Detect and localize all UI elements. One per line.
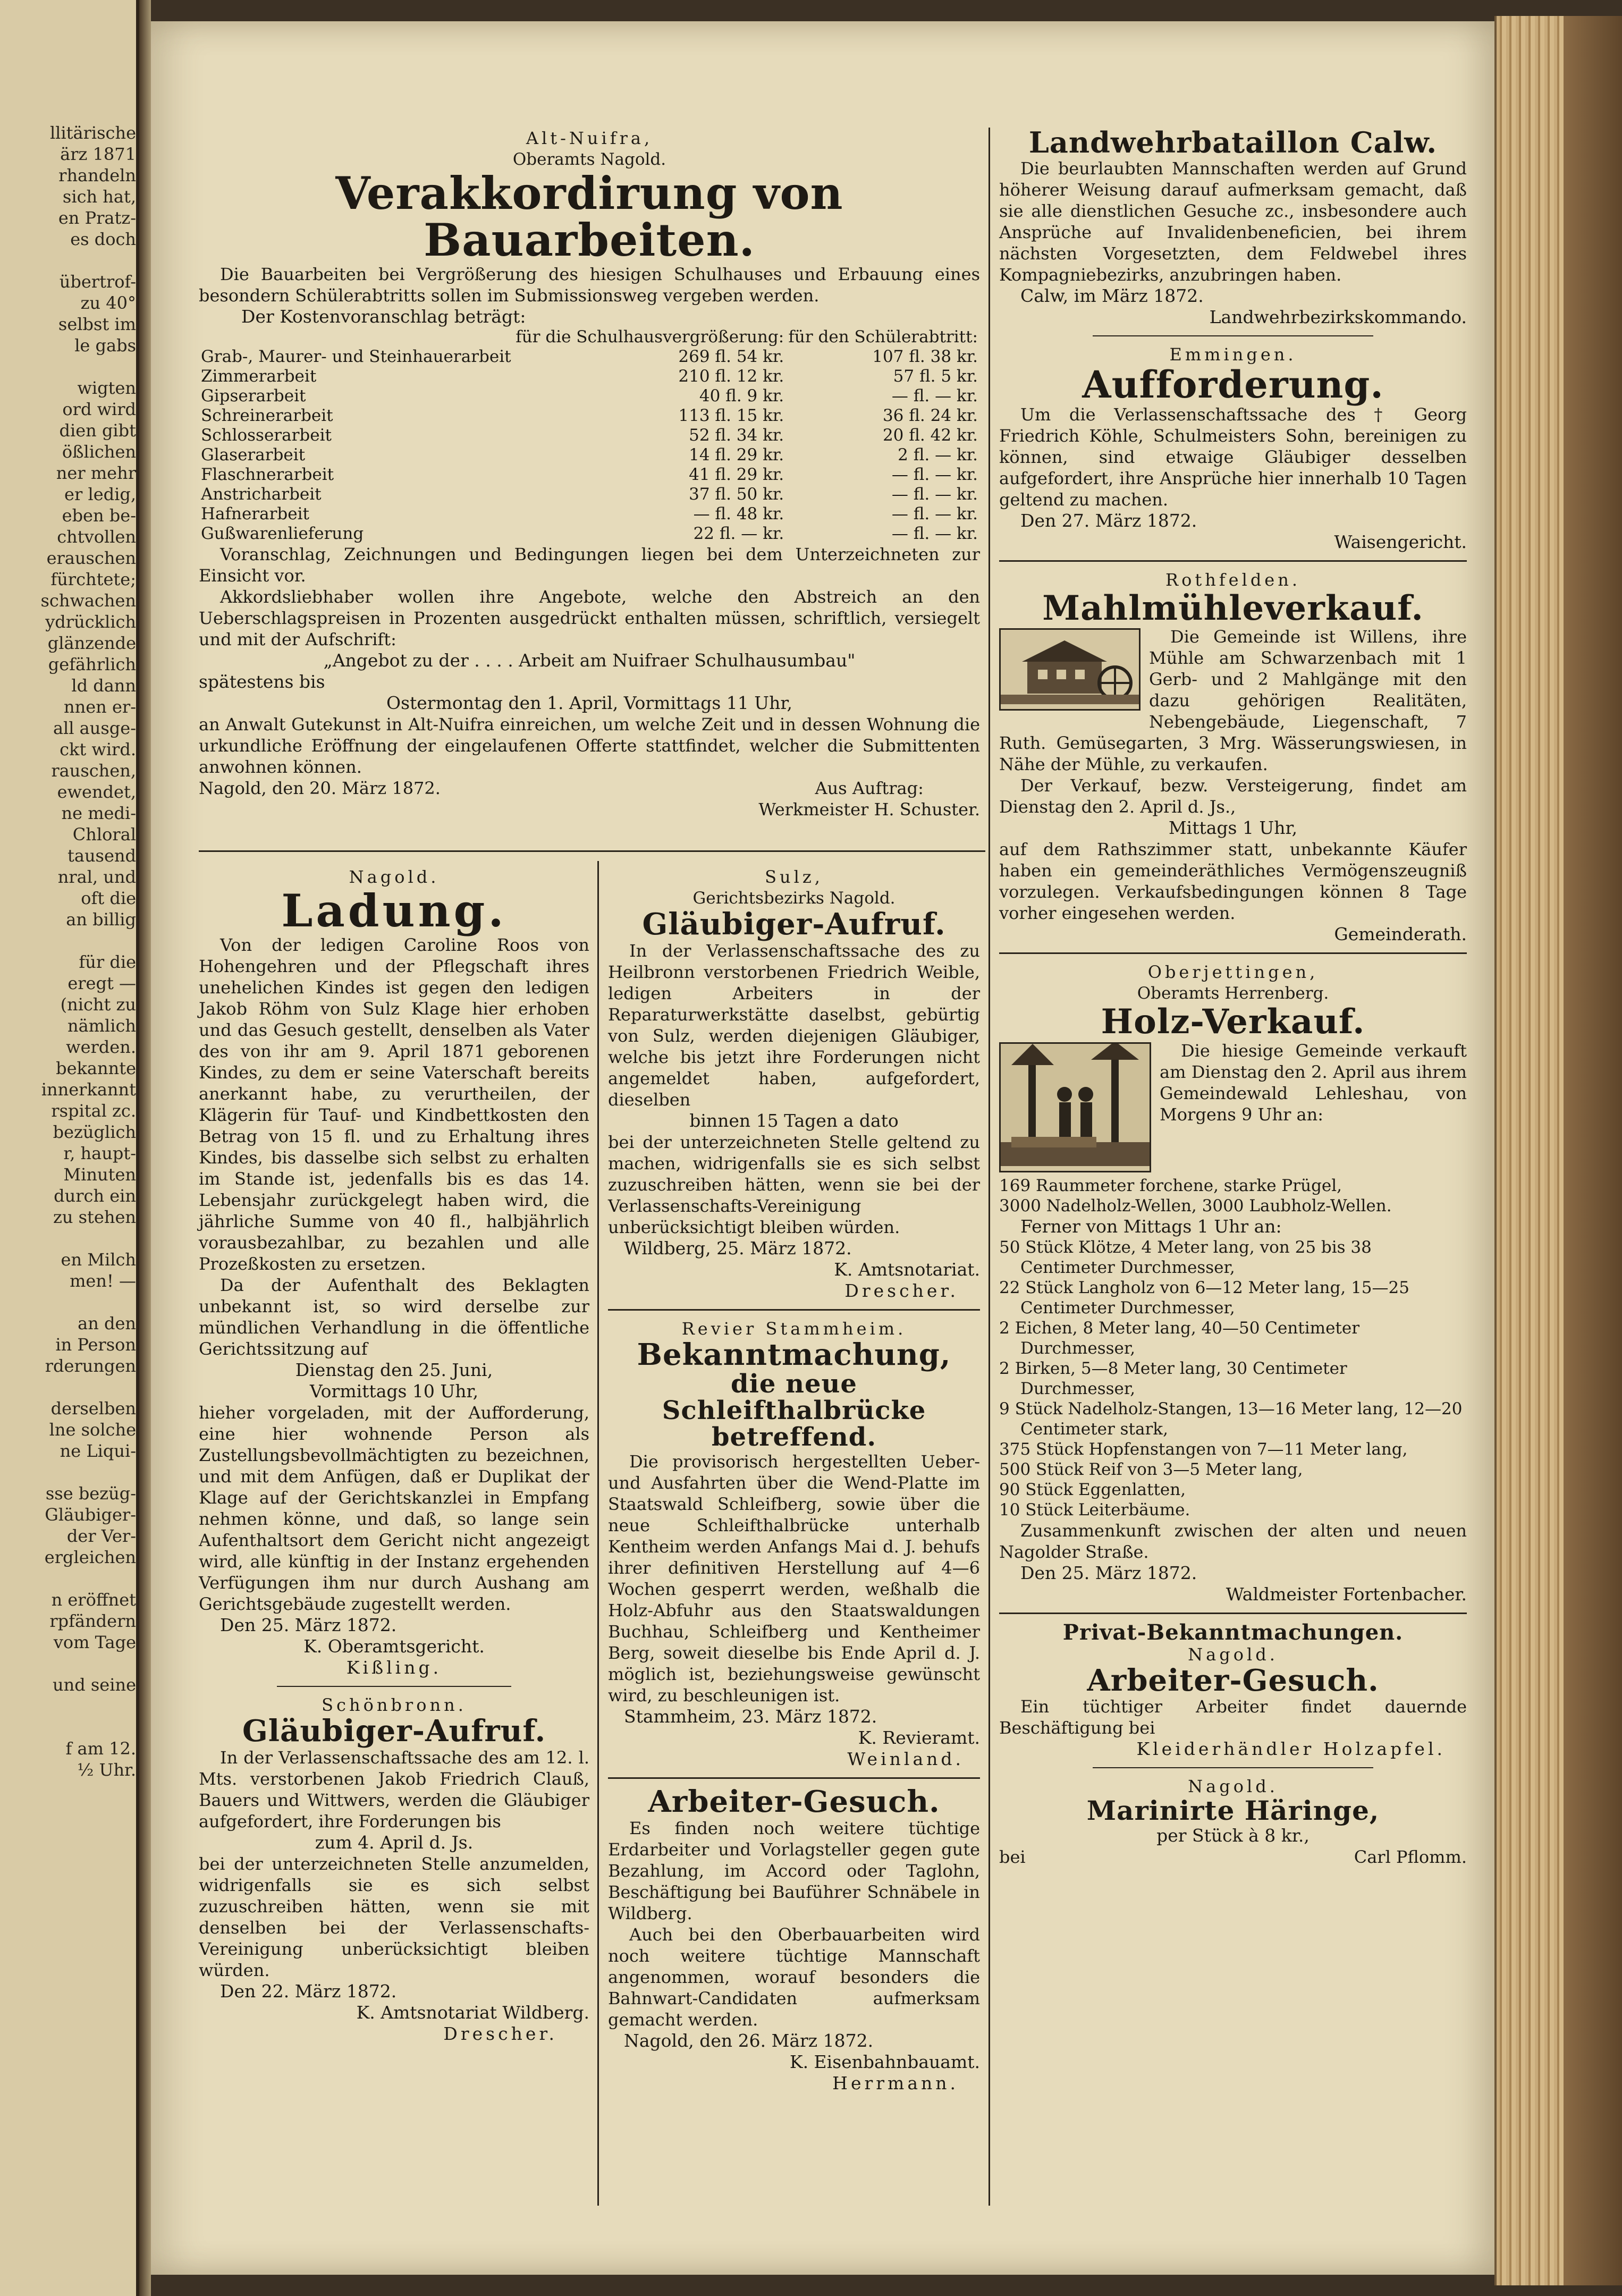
fragment-line bbox=[3, 1228, 136, 1249]
fragment-line: ärz 1871 bbox=[60, 144, 136, 164]
ad-body: Die hiesige Gemeinde verkauft am Dienstag den 2. April aus ihrem Gemeindewald Lehleshau, von Morgens 9 Uhr an: bbox=[1160, 1040, 1467, 1125]
fragment-line: bezüglich bbox=[53, 1122, 136, 1142]
ad-body: Zusammenkunft zwischen der alten und neuen Nagolder Straße. bbox=[999, 1520, 1467, 1562]
previous-page-text bbox=[3, 122, 136, 1780]
ad-subplace: Gerichtsbezirks Nagold. bbox=[692, 889, 896, 908]
ad-divider bbox=[999, 952, 1467, 954]
fragment-line: zu stehen bbox=[53, 1207, 136, 1227]
fragment-line: rpfändern bbox=[49, 1611, 136, 1631]
ad-para: Voranschlag, Zeichnungen und Bedingungen liegen bei dem Unterzeichneten zur Einsicht vor. bbox=[199, 544, 980, 586]
ad-divider bbox=[608, 1309, 980, 1311]
ad-divider bbox=[1093, 1767, 1373, 1768]
fragment-line: eben be- bbox=[62, 505, 136, 526]
ad-signature: Landwehrbezirkskommando. bbox=[1209, 306, 1467, 327]
ad-sulz bbox=[608, 866, 980, 1302]
fragment-line: für die bbox=[79, 952, 136, 972]
fragment-line: ewendet, bbox=[57, 782, 136, 802]
cost-latrine: 2 fl. — kr. bbox=[898, 445, 978, 465]
ad-date: Den 22. März 1872. bbox=[220, 1980, 397, 2002]
fragment-line: en Pratz- bbox=[58, 208, 136, 228]
fragment-line: ergleichen bbox=[44, 1547, 136, 1567]
cost-row bbox=[199, 445, 980, 465]
fragment-line: rspital zc. bbox=[51, 1101, 136, 1121]
ad-date: Nagold, den 20. März 1872. bbox=[199, 778, 441, 799]
fragment-line: Chloral bbox=[72, 824, 136, 845]
fragment-line: eregt — bbox=[67, 973, 136, 993]
fragment-line: übertrof- bbox=[59, 272, 136, 292]
ad-body: Der Verkauf, bezw. Versteigerung, findet am Dienstag den 2. April d. Js., bbox=[999, 775, 1467, 817]
fragment-line: nnen er- bbox=[64, 697, 136, 717]
ad-deadline: Ostermontag den 1. April, Vormittags 11 Uhr, bbox=[386, 693, 792, 714]
fragment-line: werden. bbox=[66, 1037, 136, 1057]
cost-row bbox=[199, 524, 980, 544]
cost-latrine: — fl. — kr. bbox=[891, 524, 978, 544]
ad-stammheim bbox=[608, 1318, 980, 1770]
fragment-line: glänzende bbox=[47, 633, 136, 653]
fragment-line: sich hat, bbox=[62, 187, 136, 207]
ad-emmingen bbox=[999, 344, 1467, 553]
cost-table bbox=[199, 327, 980, 544]
wood-item: 3000 Nadelholz-Wellen, 3000 Laubholz-Wellen. bbox=[999, 1196, 1392, 1215]
ad-body: hieher vorgeladen, mit der Aufforderung, eine hier wohnende Person als Zustellungsbevollmächtigten zu bezeichnen, und mit dem Anfügen, daß er Duplikat der Klage auf der Gerichtskanzlei in Empfang nehmen könne, und daß, so lange sein Aufenthaltsort dem Gericht nicht angezeigt wird, alle künftig in der Instanz ergehenden Verfügungen ihm nur durch Aushang am Gerichtsgebäude zugestellt werden. bbox=[199, 1403, 589, 1615]
ad-body: Es finden noch weitere tüchtige Erdarbeiter und Vorlagsteller gegen gute Bezahlung, im Accord oder Taglohn, Beschäftigung bei Bauführer Schnäbele in Wildberg. bbox=[608, 1818, 980, 1923]
cost-row bbox=[199, 426, 980, 445]
ad-time-line: Mittags 1 Uhr, bbox=[1168, 817, 1298, 839]
wood-item: 90 Stück Eggenlatten, bbox=[999, 1480, 1186, 1499]
fragment-line bbox=[3, 1717, 136, 1738]
fragment-line: lne solche bbox=[49, 1420, 136, 1440]
cost-latrine: — fl. — kr. bbox=[891, 386, 978, 406]
cost-schoolhouse: 37 fl. 50 kr. bbox=[689, 485, 784, 504]
cost-item: Gußwarenlieferung bbox=[201, 524, 364, 544]
ad-altnuifra bbox=[199, 128, 980, 820]
column-3 bbox=[999, 125, 1467, 1875]
cost-latrine: — fl. — kr. bbox=[891, 504, 978, 524]
ad-arbeiter-gesuch-bahn bbox=[608, 1786, 980, 2094]
wood-item: 500 Stück Reif von 3—5 Meter lang, bbox=[999, 1459, 1303, 1479]
wood-item: 50 Stück Klötze, 4 Meter lang, von 25 bis 38 Centimeter Durchmesser, bbox=[999, 1237, 1372, 1277]
cost-item: Schlosserarbeit bbox=[201, 426, 332, 445]
wood-list-afternoon bbox=[999, 1237, 1467, 1520]
ad-body: bei der unterzeichneten Stelle geltend zu machen, widrigenfalls sie es sich selbst zuzuschreiben hätten, wenn sie bei der Verlassenschafts-Vereinigung unberücksichtigt bleiben würden. bbox=[608, 1132, 980, 1237]
ad-place: Nagold. bbox=[1188, 1644, 1278, 1665]
fragment-line bbox=[3, 1462, 136, 1483]
ad-title: Gläubiger-Aufruf. bbox=[242, 1713, 546, 1749]
ad-title-line: betreffend. bbox=[711, 1422, 877, 1453]
col-head-schoolhouse: für die Schulhausvergrößerung: bbox=[516, 327, 784, 347]
wood-item: 10 Stück Leiterbäume. bbox=[999, 1500, 1190, 1520]
ad-divider bbox=[608, 1777, 980, 1779]
fragment-line bbox=[3, 1653, 136, 1674]
ad-ladung bbox=[199, 866, 589, 1678]
ad-signature: Gemeinderath. bbox=[1334, 924, 1467, 945]
ad-title: Aufforderung. bbox=[1082, 362, 1384, 407]
fragment-line: gefährlich bbox=[48, 654, 136, 674]
ad-place: Nagold. bbox=[1188, 1776, 1278, 1797]
ad-body: Auch bei den Oberbauarbeiten wird noch weitere tüchtige Mannschaft angenommen, worauf besonders die Bahnwart-Candidaten aufmerksam gemacht werden. bbox=[608, 1924, 980, 2030]
fragment-line: n eröffnet bbox=[51, 1590, 136, 1610]
column-rule bbox=[597, 861, 599, 2206]
fragment-line: dien gibt bbox=[59, 420, 136, 441]
ad-body: auf dem Rathszimmer statt, unbekannte Käufer haben ein gemeinderäthliches Vermögenszeugniß vorzulegen. Verkaufsbedingungen können 8 Tage vorher eingesehen werden. bbox=[999, 839, 1467, 924]
ad-title: Arbeiter-Gesuch. bbox=[1087, 1662, 1379, 1698]
cost-schoolhouse: 52 fl. 34 kr. bbox=[689, 426, 784, 445]
ad-subplace: Oberamts Nagold. bbox=[512, 150, 666, 169]
ad-date: Den 25. März 1872. bbox=[220, 1615, 397, 1636]
fragment-line: er ledig, bbox=[64, 484, 136, 504]
cost-item: Anstricharbeit bbox=[201, 485, 322, 504]
ad-body: bei der unterzeichneten Stelle anzumelden, widrigenfalls sie es sich selbst zuzuschreiben hätten, wenn sie mit denselben bei der Verlassenschafts-Vereinigung unberücksichtigt bleiben würden. bbox=[199, 1853, 589, 1980]
fragment-line: le gabs bbox=[74, 335, 136, 356]
mill-icon bbox=[1001, 630, 1139, 704]
ad-place: Oberjettingen, bbox=[1147, 962, 1319, 983]
fragment-line: in Person bbox=[55, 1335, 136, 1355]
column-1-lower bbox=[199, 866, 589, 2052]
cost-schoolhouse: 210 fl. 12 kr. bbox=[678, 367, 784, 386]
ad-date: Calw, im März 1872. bbox=[1020, 285, 1204, 306]
fragment-line: men! — bbox=[70, 1271, 136, 1291]
fragment-line: rauschen, bbox=[51, 761, 136, 781]
cost-latrine: 57 fl. 5 kr. bbox=[893, 367, 978, 386]
fragment-line: der Ver- bbox=[66, 1526, 136, 1546]
book-gutter bbox=[139, 0, 151, 2296]
fragment-line bbox=[3, 1292, 136, 1313]
ad-date-line: Dienstag den 25. Juni, bbox=[295, 1360, 493, 1381]
cost-item: Zimmerarbeit bbox=[201, 367, 317, 386]
fragment-line: und seine bbox=[52, 1675, 136, 1695]
ad-body: In der Verlassenschaftssache des am 12. l. Mts. verstorbenen Jakob Friedrich Clauß, Bauers und Wittwers, werden die Gläubiger aufgefordert, ihre Forderungen bis bbox=[199, 1747, 589, 1831]
ad-date: Stammheim, 23. März 1872. bbox=[624, 1706, 877, 1727]
ad-signature: K. Amtsnotariat Wildberg. bbox=[356, 2002, 589, 2023]
fragment-line: r, haupt- bbox=[63, 1143, 136, 1163]
cost-latrine: 107 fl. 38 kr. bbox=[872, 347, 978, 367]
fragment-line: Minuten bbox=[63, 1164, 136, 1185]
fragment-line: ld dann bbox=[71, 676, 136, 696]
cost-row bbox=[199, 406, 980, 426]
ad-quote: „Angebot zu der . . . . Arbeit am Nuifraer Schulhausumbau" bbox=[323, 650, 856, 671]
fragment-line: an den bbox=[78, 1313, 136, 1333]
ad-body: Die provisorisch hergestellten Ueber- und Ausfahrten über die Wend-Platte im Staatswald Schleifberg, sowie über die neue Schleifthalbrücke unterhalb Kentheim werden Anfangs Mai d. J. behufs ihrer definitiven Herstellung auf 4—6 Wochen gesperrt werden, weßhalb die Holz-Abfuhr aus den Staatswaldungen Buchhau, Schleifberg und Kentheimer Berg, soweit dieselbe bis Ende April d. J. möglich ist, beziehungsweise gewünscht wird, zu beschleunigen ist. bbox=[608, 1451, 980, 1706]
cost-schoolhouse: 14 fl. 29 kr. bbox=[689, 445, 784, 465]
fragment-line: chtvollen bbox=[57, 527, 136, 547]
ad-signature-row bbox=[999, 1846, 1467, 1868]
ad-signature: K. Revieramt. bbox=[858, 1727, 980, 1748]
wood-item: 2 Eichen, 8 Meter lang, 40—50 Centimeter Durchmesser, bbox=[999, 1318, 1360, 1358]
fragment-line bbox=[3, 1695, 136, 1717]
ad-afternoon-line: Ferner von Mittags 1 Uhr an: bbox=[1020, 1215, 1282, 1237]
cost-row bbox=[199, 386, 980, 406]
wood-list-morning bbox=[999, 1176, 1467, 1216]
fragment-line: ne medi- bbox=[61, 803, 136, 823]
ad-bei: bei bbox=[999, 1846, 1026, 1867]
ad-signature-name: Drescher. bbox=[443, 2023, 557, 2044]
fragment-line bbox=[3, 250, 136, 271]
cost-item: Glaserarbeit bbox=[201, 445, 306, 465]
ad-place: Emmingen. bbox=[1169, 344, 1297, 365]
ad-title: Holz-Verkauf. bbox=[1101, 1002, 1365, 1042]
ad-rothfelden bbox=[999, 569, 1467, 945]
section-rule bbox=[199, 850, 985, 852]
ad-divider bbox=[1093, 335, 1373, 336]
fragment-line: bekannte bbox=[56, 1058, 136, 1078]
cost-item: Flaschnerarbeit bbox=[201, 465, 334, 485]
wood-item: 169 Raummeter forchene, starke Prügel, bbox=[999, 1176, 1342, 1195]
cost-latrine: — fl. — kr. bbox=[891, 465, 978, 485]
ad-divider bbox=[277, 1686, 511, 1687]
cost-row bbox=[199, 347, 980, 367]
ad-body: Um die Verlassenschaftssache des † Georg Friedrich Köhle, Schulmeisters Sohn, bereinigen zu können, sind etwaige Gläubiger desselben aufgefordert, ihre Ansprüche hier innerhalb 10 Tagen geltend zu machen. bbox=[999, 404, 1467, 510]
fragment-line bbox=[3, 1377, 136, 1398]
ad-title: Verakkordirung von Bauarbeiten. bbox=[335, 167, 843, 267]
fragment-line bbox=[3, 356, 136, 377]
ad-signature-name: Kißling. bbox=[346, 1657, 442, 1678]
ad-body: Die Gemeinde ist Willens, ihre Mühle am Schwarzenbach mit 1 Gerb- und 2 Mahlgänge mit den dazu gehörigen Realitäten, Nebengebäude, Liegenschaft, 7 Ruth. Gemüsegarten, 3 Mrg. Wässerungswiesen, in Nähe der Mühle, zu verkaufen. bbox=[999, 627, 1467, 775]
ad-signature: Waldmeister Fortenbacher. bbox=[1226, 1583, 1467, 1605]
ad-date: Den 27. März 1872. bbox=[1020, 510, 1197, 531]
fragment-line: (nicht zu bbox=[60, 994, 136, 1015]
cost-schoolhouse: 113 fl. 15 kr. bbox=[678, 406, 784, 426]
ad-divider bbox=[999, 560, 1467, 562]
ad-title: Arbeiter-Gesuch. bbox=[648, 1784, 940, 1819]
cost-item: Grab-, Maurer- und Steinhauerarbeit bbox=[201, 347, 511, 367]
ad-subplace: Oberamts Herrenberg. bbox=[1137, 984, 1329, 1003]
fragment-line: tausend bbox=[67, 846, 136, 866]
wood-item: 9 Stück Nadelholz-Stangen, 13—16 Meter lang, 12—20 Centimeter stark, bbox=[999, 1399, 1463, 1439]
cost-latrine: 36 fl. 24 kr. bbox=[882, 406, 978, 426]
fragment-line: selbst im bbox=[58, 314, 136, 334]
fragment-line: ner mehr bbox=[56, 463, 136, 483]
woodcutters-engraving bbox=[999, 1042, 1151, 1172]
fragment-line: fürchtete; bbox=[50, 569, 136, 589]
wood-item: 375 Stück Hopfenstangen von 7—11 Meter lang, bbox=[999, 1439, 1408, 1459]
previous-page-fragment bbox=[0, 0, 139, 2296]
fragment-line: ößlichen bbox=[62, 442, 136, 462]
fragment-line bbox=[3, 930, 136, 951]
fragment-line: vom Tage bbox=[53, 1632, 136, 1652]
ad-calw bbox=[999, 125, 1467, 328]
fragment-line: schwachen bbox=[40, 590, 136, 611]
ad-deadline: binnen 15 Tagen a dato bbox=[689, 1110, 899, 1131]
ad-signature: K. Oberamtsgericht. bbox=[303, 1636, 485, 1657]
fragment-line: rderungen bbox=[45, 1356, 136, 1376]
ad-date: Den 25. März 1872. bbox=[1020, 1562, 1197, 1583]
ad-signature-name: Weinland. bbox=[847, 1748, 964, 1769]
fragment-line: an billig bbox=[66, 909, 136, 930]
fragment-line: erauschen bbox=[46, 548, 136, 568]
ad-signature: Kleiderhändler Holzapfel. bbox=[1136, 1738, 1446, 1760]
cost-row bbox=[199, 485, 980, 504]
cost-item: Schreinerarbeit bbox=[201, 406, 333, 426]
fragment-line: ord wird bbox=[62, 399, 136, 419]
fragment-line: ne Liqui- bbox=[60, 1441, 136, 1461]
fragment-line: derselben bbox=[50, 1398, 136, 1419]
ad-place: Rothfelden. bbox=[1165, 570, 1301, 590]
ad-body: Die beurlaubten Mannschaften werden auf Grund höherer Weisung darauf aufmerksam gemacht, daß sie alle dienstlichen Gesuche zc., insbesondere auch Ansprüche auf Invalidenbeneficien, bei ihrem nächsten Vorgesetzten, dem Feldwebel ihres Kompagniebezirks, anzubringen haben. bbox=[999, 158, 1467, 285]
forest-icon bbox=[1001, 1044, 1150, 1166]
cost-row bbox=[199, 465, 980, 485]
cost-schoolhouse: 40 fl. 9 kr. bbox=[699, 386, 784, 406]
fragment-line: rhandeln bbox=[58, 165, 136, 185]
ad-title-line: die neue Schleifthalbrücke bbox=[662, 1369, 926, 1425]
cost-item: Gipserarbeit bbox=[201, 386, 306, 406]
ad-title: Mahlmühleverkauf. bbox=[1042, 588, 1424, 629]
ad-oberjettingen bbox=[999, 961, 1467, 1605]
cost-schoolhouse: 41 fl. 29 kr. bbox=[689, 465, 784, 485]
ad-body: Ein tüchtiger Arbeiter findet dauernde Beschäftigung bei bbox=[999, 1696, 1467, 1738]
ad-signature-name: Herrmann. bbox=[832, 2072, 959, 2094]
fragment-line: f am 12. bbox=[65, 1738, 136, 1759]
wood-item: 2 Birken, 5—8 Meter lang, 30 Centimeter Durchmesser, bbox=[999, 1358, 1347, 1398]
ad-signature: Waisengericht. bbox=[1334, 531, 1467, 553]
fragment-line: ydrücklich bbox=[45, 612, 136, 632]
fragment-line: es doch bbox=[70, 229, 136, 249]
fragment-line bbox=[3, 1568, 136, 1589]
ad-price: per Stück à 8 kr., bbox=[1156, 1825, 1310, 1846]
cost-latrine: — fl. — kr. bbox=[891, 485, 978, 504]
column-2-lower bbox=[608, 866, 980, 2101]
ad-para: an Anwalt Gutekunst in Alt-Nuifra einreichen, um welche Zeit und in dessen Wohnung die urkundliche Eröffnung der eingelaufenen Offerte stattfindet, welcher die Submittenten anwohnen können. bbox=[199, 714, 980, 778]
col-head-latrine: für den Schülerabtritt: bbox=[788, 327, 978, 347]
ad-place: Nagold. bbox=[349, 867, 440, 887]
ad-divider bbox=[999, 1613, 1467, 1614]
fragment-line: nämlich bbox=[67, 1016, 136, 1036]
ad-signature: K. Eisenbahnbauamt. bbox=[789, 2051, 980, 2072]
ad-title: Marinirte Häringe, bbox=[1086, 1795, 1380, 1827]
cost-row bbox=[199, 367, 980, 386]
fragment-line: nral, und bbox=[57, 867, 136, 887]
column-rule bbox=[989, 128, 990, 2206]
ad-signature-name: Drescher. bbox=[844, 1280, 959, 1301]
fragment-line: oft die bbox=[81, 888, 136, 908]
ad-date: Wildberg, 25. März 1872. bbox=[624, 1237, 852, 1259]
fragment-line: zu 40° bbox=[80, 293, 136, 313]
ad-title: Landwehrbataillon Calw. bbox=[1028, 125, 1438, 159]
ad-signature-row bbox=[199, 778, 980, 820]
ad-title: Ladung. bbox=[281, 884, 507, 937]
ad-place: Sulz, bbox=[765, 867, 823, 887]
fragment-line: ½ Uhr. bbox=[77, 1760, 136, 1780]
private-announcements bbox=[999, 1619, 1467, 1868]
ad-para: spätestens bis bbox=[199, 671, 325, 693]
cost-latrine: 20 fl. 42 kr. bbox=[882, 426, 978, 445]
cost-schoolhouse: 269 fl. 54 kr. bbox=[678, 347, 784, 367]
ad-title: Bekanntmachung, bbox=[637, 1337, 951, 1372]
ad-signature: K. Amtsnotariat. bbox=[834, 1259, 980, 1280]
fragment-line: ckt wird. bbox=[60, 739, 136, 759]
estimate-label: Der Kostenvoranschlag beträgt: bbox=[241, 306, 526, 327]
ad-schoenbronn bbox=[199, 1694, 589, 2045]
mill-engraving bbox=[999, 628, 1141, 711]
fragment-line: innerkannt bbox=[41, 1079, 136, 1100]
ad-date: Nagold, den 26. März 1872. bbox=[624, 2030, 874, 2051]
ad-time-line: Vormittags 10 Uhr, bbox=[309, 1381, 479, 1402]
ad-place: Schönbronn. bbox=[322, 1695, 467, 1716]
ad-signature: Aus Auftrag: Werkmeister H. Schuster. bbox=[758, 778, 980, 820]
newspaper-page bbox=[151, 21, 1494, 2275]
cost-schoolhouse: — fl. 48 kr. bbox=[693, 504, 784, 524]
cost-item: Hafnerarbeit bbox=[201, 504, 309, 524]
wood-item: 22 Stück Langholz von 6—12 Meter lang, 15—25 Centimeter Durchmesser, bbox=[999, 1278, 1409, 1318]
ad-para: Akkordsliebhaber wollen ihre Angebote, welche den Abstreich an den Ueberschlagspreisen in Prozenten ausgedrückt enthalten müssen, schriftlich, versiegelt und mit der Aufschrift: bbox=[199, 587, 980, 650]
fragment-line: durch ein bbox=[54, 1186, 136, 1206]
ad-place: Revier Stammheim. bbox=[681, 1318, 907, 1339]
ad-signature: Carl Pflomm. bbox=[1354, 1846, 1467, 1867]
ad-body: Von der ledigen Caroline Roos von Hohengehren und der Pflegschaft ihres unehelichen Kindes ist gegen den ledigen Jakob Röhm von Sulz Klage hier erhoben und das Gesuch gestellt, denselben als Vater des von ihr am 9. April 1871 geborenen Kindes, zu dem er seine Vaterschaft bereits anerkannt habe, zu verurtheilen, der Klägerin für Tauf- und Kindbettkosten den Betrag von 15 fl. und zu Erhaltung ihres Kindes, bis dasselbe sich selbst zu erhalten im Stande ist, jedenfalls bis es das 14. Lebensjahr zurückgelegt haben wird, die jährliche Summe von 40 fl., halbjährlich vorausbezahlbar, zu bezahlen und alle Prozeßkosten zu ersetzen. bbox=[199, 935, 589, 1274]
section-header: Privat-Bekanntmachungen. bbox=[1062, 1619, 1404, 1645]
cost-schoolhouse: 22 fl. — kr. bbox=[693, 524, 784, 544]
book-page-edges bbox=[1494, 16, 1622, 2285]
ad-body: In der Verlassenschaftssache des zu Heilbronn verstorbenen Friedrich Weible, ledigen Arbeiters in der Reparaturwerkstätte daselbst, gebürtig von Sulz, werden diejenigen Gläubiger, welche bis jetzt ihre Forderungen nicht angemeldet haben, aufgefordert, dieselben bbox=[608, 940, 980, 1110]
fragment-line: sse bezüg- bbox=[45, 1483, 136, 1504]
fragment-line: wigten bbox=[77, 378, 136, 398]
fragment-line: Gläubiger- bbox=[45, 1505, 136, 1525]
fragment-line: en Milch bbox=[61, 1250, 136, 1270]
fragment-line: llitärische bbox=[49, 123, 136, 143]
ad-intro: Die Bauarbeiten bei Vergrößerung des hiesigen Schulhauses und Erbauung eines besondern Schülerabtritts sollen im Submissionsweg vergeben werden. bbox=[199, 264, 980, 306]
ad-title: Gläubiger-Aufruf. bbox=[642, 907, 946, 942]
cost-row bbox=[199, 504, 980, 524]
ad-body: Da der Aufenthalt des Beklagten unbekannt ist, so wird derselbe zur mündlichen Verhandlung in die öffentliche Gerichtssitzung auf bbox=[199, 1275, 589, 1360]
fragment-line: all ausge- bbox=[53, 718, 136, 738]
ad-deadline: zum 4. April d. Js. bbox=[315, 1831, 474, 1853]
ad-place: Alt-Nuifra, bbox=[526, 128, 653, 148]
cost-table-header bbox=[199, 327, 980, 347]
